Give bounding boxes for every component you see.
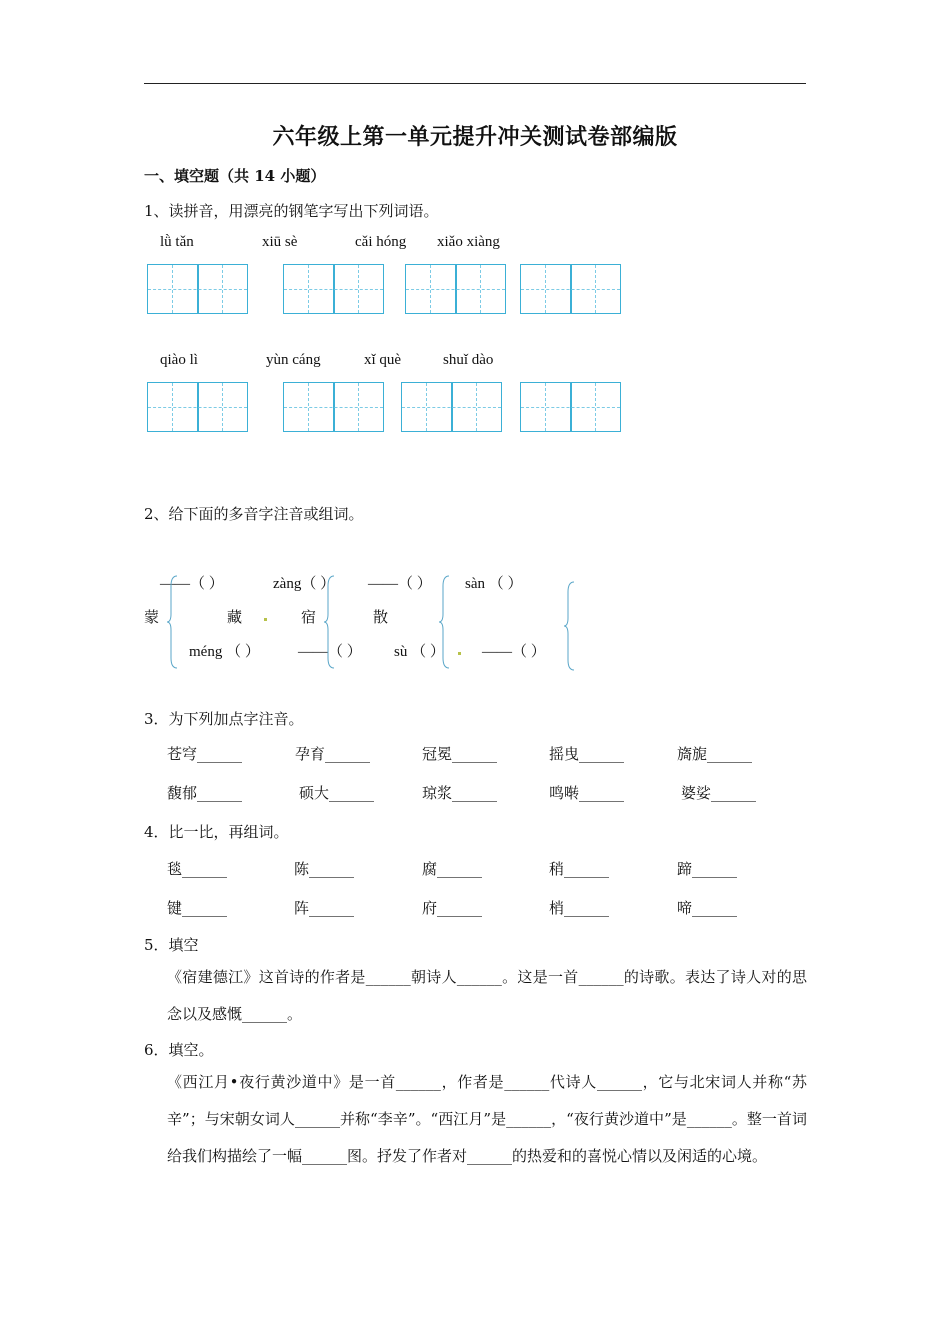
pinyin-label: xiū sè [262, 234, 298, 250]
q5-prompt: 5．填空 [144, 936, 199, 954]
fill-item[interactable]: 鸣啭______ [549, 784, 625, 802]
fill-item[interactable]: 硕大______ [299, 784, 375, 802]
fill-item[interactable]: 梢______ [549, 899, 610, 917]
page-title: 六年级上第一单元提升冲关测试卷部编版 [272, 124, 678, 150]
fill-item[interactable]: 冠冕______ [422, 745, 498, 763]
pinyin-label: lǜ tǎn [160, 234, 194, 250]
brace-decoration [322, 572, 338, 672]
fill-item[interactable]: 阵______ [294, 899, 355, 917]
polyphone-bottom: sù （ ） [394, 644, 445, 660]
pinyin-label: xǐ què [364, 352, 402, 368]
q3-prompt: 3．为下列加点字注音。 [144, 710, 304, 728]
polyphone-char: 宿 [301, 608, 317, 626]
pinyin-label: cǎi hóng [355, 234, 407, 250]
dot-mark [458, 652, 461, 655]
writing-grid-box[interactable] [283, 382, 384, 432]
fill-item[interactable]: 府______ [422, 899, 483, 917]
pinyin-label: shuǐ dào [443, 352, 494, 368]
writing-grid-box[interactable] [520, 382, 621, 432]
fill-item[interactable]: 摇曳______ [549, 745, 625, 763]
fill-item[interactable]: 稍______ [549, 860, 610, 878]
fill-item[interactable]: 陈______ [294, 860, 355, 878]
fill-item[interactable]: 啼______ [677, 899, 738, 917]
polyphone-top: zàng（ ） [273, 576, 336, 592]
polyphone-bottom: ——（ ） [298, 644, 362, 660]
polyphone-top: sàn （ ） [465, 576, 523, 592]
writing-grid-box[interactable] [147, 382, 248, 432]
polyphone-char: 散 [373, 608, 389, 626]
writing-grid-box[interactable] [147, 264, 248, 314]
fill-item[interactable]: 腐______ [422, 860, 483, 878]
polyphone-char: 蒙 [144, 608, 160, 626]
polyphone-bottom: ——（ ） [482, 644, 546, 660]
q4-prompt: 4．比一比，再组词。 [144, 823, 289, 841]
fill-item[interactable]: 毯______ [167, 860, 228, 878]
polyphone-bottom: méng （ ） [189, 644, 260, 660]
writing-grid-box[interactable] [520, 264, 621, 314]
fill-item[interactable]: 孕育______ [295, 745, 371, 763]
writing-grid-box[interactable] [283, 264, 384, 314]
fill-item[interactable]: 婆娑______ [681, 784, 757, 802]
brace-decoration [562, 578, 578, 674]
writing-grid-box[interactable] [405, 264, 506, 314]
q6-body: 《西江月•夜行黄沙道中》是一首______，作者是______代诗人______，它与北宋词人并称“苏辛”；与宋朝女词人______并称“李辛”。“西江月”是______，“夜行黄沙道中”是______。整一首词给我们构描绘了一幅______图。抒发了作者对______的热爱和的喜悦心情以及闲适的心境。 [167, 1073, 807, 1165]
brace-decoration [165, 572, 181, 672]
q5-body: 《宿建德江》这首诗的作者是______朝诗人______。这是一首______的诗歌。表达了诗人对的思念以及感慨______。 [167, 968, 807, 1023]
brace-decoration [437, 572, 453, 672]
writing-grid-box[interactable] [401, 382, 502, 432]
pinyin-label: yùn cáng [266, 352, 321, 368]
dot-mark [264, 618, 267, 621]
fill-item[interactable]: 旖旎______ [677, 745, 753, 763]
q1-prompt: 1、读拼音，用漂亮的钢笔字写出下列词语。 [144, 202, 439, 220]
fill-item[interactable]: 馥郁______ [167, 784, 243, 802]
pinyin-label: qiào lì [160, 352, 198, 368]
fill-item[interactable]: 苍穹______ [167, 745, 243, 763]
section-heading: 一、填空题（共 14 小题） [144, 167, 326, 185]
polyphone-top: ——（ ） [160, 576, 224, 592]
q6-prompt: 6．填空。 [144, 1041, 214, 1059]
polyphone-char: 藏 [227, 608, 243, 626]
fill-item[interactable]: 键______ [167, 899, 228, 917]
fill-item[interactable]: 蹄______ [677, 860, 738, 878]
polyphone-top: ——（ ） [368, 576, 432, 592]
top-rule [144, 83, 806, 84]
pinyin-label: xiǎo xiàng [437, 234, 500, 250]
q2-prompt: 2、给下面的多音字注音或组词。 [144, 505, 364, 523]
fill-item[interactable]: 琼浆______ [422, 784, 498, 802]
